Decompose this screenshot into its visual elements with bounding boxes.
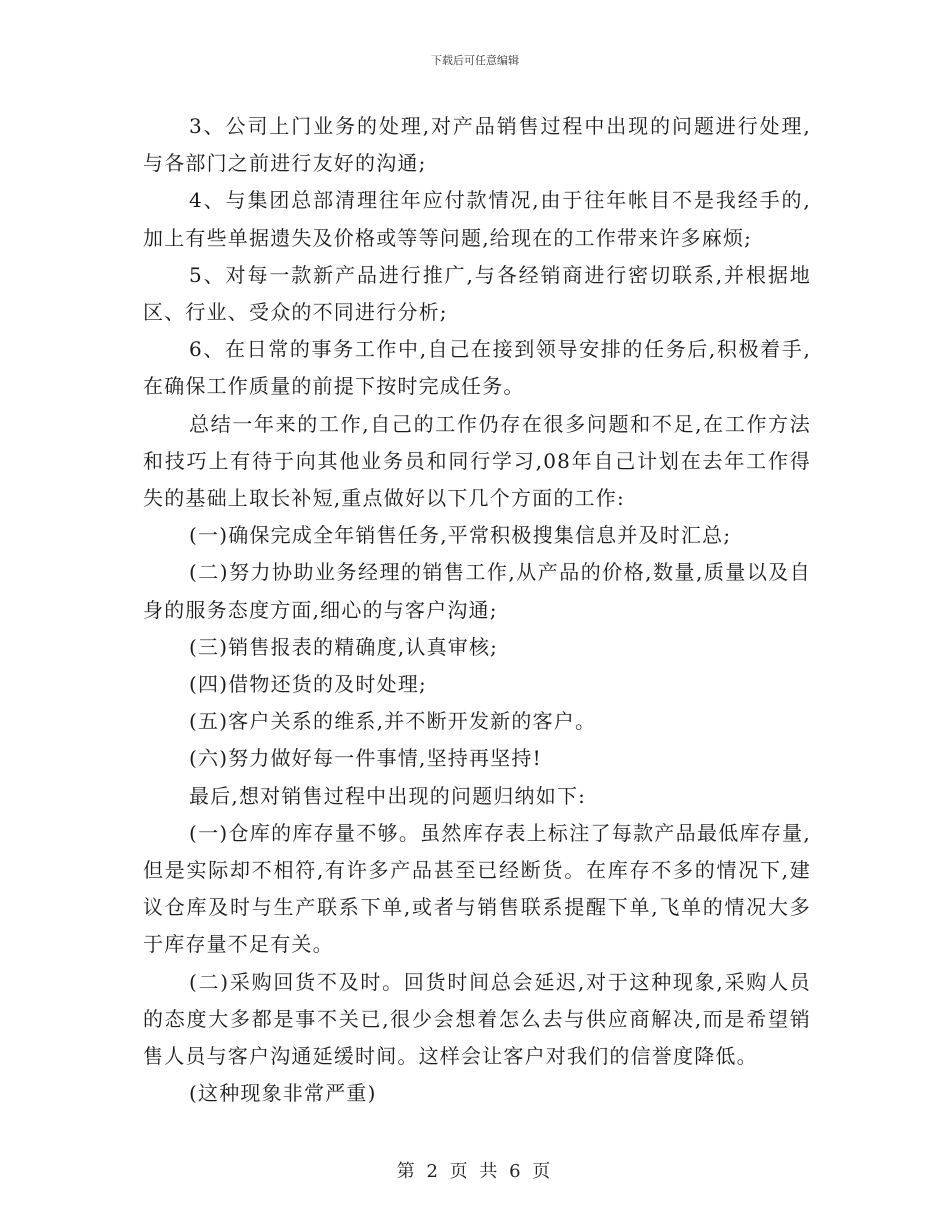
list-item: (二)努力协助业务经理的销售工作,从产品的价格,数量,质量以及自身的服务态度方面,细心的与客户沟通;: [143, 560, 811, 622]
list-item: (五)客户关系的维系,并不断开发新的客户。: [189, 709, 597, 734]
list-item: (一)仓库的库存量不够。虽然库存表上标注了每款产品最低库存量,但是实际却不相符,有许多产品甚至已经断货。在库存不多的情况下,建议仓库及时与生产联系下单,或者与销售联系提醒下单,飞单的情况大多于库存量不足有关。: [143, 820, 811, 957]
header-note: 下载后可任意编辑: [431, 54, 519, 67]
paragraph: 4、与集团总部清理往年应付款情况,由于往年帐目不是我经手的,加上有些单据遗失及价格或等等问题,给现在的工作带来许多麻烦;: [143, 188, 811, 250]
paragraph: 5、对每一款新产品进行推广,与各经销商进行密切联系,并根据地区、行业、受众的不同进行分析;: [143, 262, 811, 325]
paragraph: (这种现象非常严重): [189, 1081, 377, 1106]
paragraph: 总结一年来的工作,自己的工作仍存在很多问题和不足,在工作方法和技巧上有待于向其他业务员和同行学习,08年自己计划在去年工作得失的基础上取长补短,重点做好以下几个方面的工作:: [143, 411, 811, 511]
list-item: (二)采购回货不及时。回货时间总会延迟,对于这种现象,采购人员的态度大多都是事不关已,很少会想着怎么去与供应商解决,而是希望销售人员与客户沟通延缓时间。这样会让客户对我们的信誉度降低。: [143, 969, 811, 1069]
document-body: [143, 108, 811, 1112]
list-item: (四)借物还货的及时处理;: [189, 672, 427, 697]
paragraph: 3、公司上门业务的处理,对产品销售过程中出现的问题进行处理,与各部门之前进行友好的沟通;: [143, 114, 811, 176]
list-item: (三)销售报表的精确度,认真审核;: [189, 634, 499, 659]
paragraph: 6、在日常的事务工作中,自己在接到领导安排的任务后,积极着手,在确保工作质量的前提下按时完成任务。: [143, 337, 811, 399]
list-item: (六)努力做好每一件事情,坚持再坚持!: [189, 746, 542, 771]
paragraph: 最后,想对销售过程中出现的问题归纳如下:: [189, 783, 587, 808]
page-number: 第 2 页 共 6 页: [396, 1161, 554, 1182]
list-item: (一)确保完成全年销售任务,平常积极搜集信息并及时汇总;: [189, 523, 732, 548]
